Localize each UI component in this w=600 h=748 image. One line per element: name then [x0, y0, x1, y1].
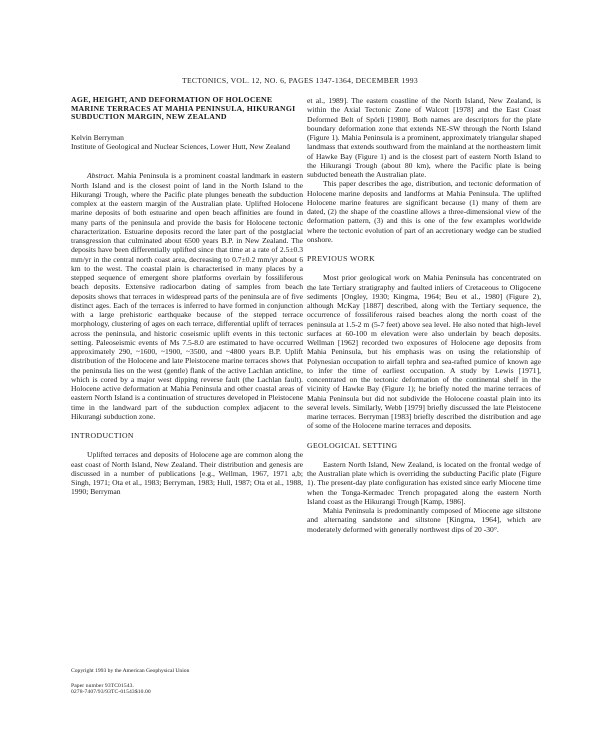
right-column [307, 96, 541, 534]
previous-work-paragraph-1: Most prior geological work on Mahia Peninsula has concentrated on the late Tertiary stratigraphy and faulted inliers of Cretaceous to Oligocene sediments [Ongley, 1930; Kingma, 1964; Beu et al., 1980] (Figure 2), although McKay [1887] described, along with the Tertiary sequence, the occurrence of fossiliferous raised beaches along the north coast of the peninsula at 1.5-2 m (5-7 feet) above sea level. He also noted that high-level surfaces at 60-100 m elevation were also underlain by beach deposits. Wellman [1962] recorded two exposures of Holocene age deposits from Mahia Peninsula, but his emphasis was on using the relationship of Polynesian occupation to airfall tephra and sea-rafted pumice of known age to infer the time of earliest occupation. A study by Lewis [1971], concentrated on the tectonic deformation of the continental shelf in the vicinity of Hawke Bay (Figure 1); he briefly noted the marine terraces of Mahia Peninsula but did not subdivide the Holocene coastal plain into its several levels. Similarly, Webb [1979] briefly discussed the late Pleistocene marine terraces. Berryman [1983] briefly described the distribution and age of some of the Holocene marine terraces and deposits. [307, 273, 541, 431]
author-name: Kelvin Berryman [71, 132, 124, 142]
left-column [71, 96, 303, 497]
copyright-footer [71, 668, 303, 696]
introduction-paragraph-1: Uplifted terraces and deposits of Holocene age are common along the east coast of North Island, New Zealand. Their distribution and genesis are discussed in a number of publications [e.g., Wellman, 1967, 1971 a,b; Singh, 1971; Ota et al., 1983; Berryman, 1983; Hull, 1987; Ota et al., 1988, 1990; Berryman [71, 450, 303, 497]
paper-number: Paper number 93TC01543. [71, 682, 135, 689]
running-head: TECTONICS, VOL. 12, NO. 6, PAGES 1347-1364, DECEMBER 1993 [182, 76, 418, 85]
issn-code: 0278-7407/93/93TC-01543$10.00 [71, 689, 151, 696]
introduction-paragraph-1-continued: et al., 1989]. The eastern coastline of the North Island, New Zealand, is within the Axial Tectonic Zone of Walcott [1978] and the East Coast Deformed Belt of Spörli [1980]. Both names are descriptors for the plate boundary deformation zone that extends NE-SW through the North Island (Figure 1). Mahia Peninsula is a prominent, approximately triangular shaped landmass that extends southward from the mainland at the northeastern limit of Hawke Bay (Figure 1) and is the closest part of eastern North Island to the Hikurangi Trough (about 80 km), where the Pacific plate is being subducted beneath the Australian plate. [307, 96, 541, 179]
section-heading-introduction: INTRODUCTION [71, 431, 134, 441]
geological-setting-paragraph-1: Eastern North Island, New Zealand, is located on the frontal wedge of the Australian plate which is overriding the subducting Pacific plate (Figure 1). The present-day plate configuration has existed since early Miocene time when the Tonga-Kermadec Trench propagated along the eastern North Island coast as the Hikurangi Trough [Kamp, 1986]. [307, 459, 541, 506]
introduction-paragraph-2: This paper describes the age, distribution, and tectonic deformation of Holocene marine deposits and landforms at Mahia Peninsula. The uplifted Holocene marine features are significant because (1) many of them are dated, (2) the shape of the coastline allows a three-dimensional view of the deformation pattern, (3) and this is one of the few examples worldwide where the tectonic evolution of part of an accretionary wedge can be studied onshore. [307, 179, 541, 244]
section-heading-geological-setting: GEOLOGICAL SETTING [307, 440, 398, 450]
abstract-label: Abstract. [87, 171, 115, 181]
article-title: AGE, HEIGHT, AND DEFORMATION OF HOLOCENE MARINE TERRACES AT MAHIA PENINSULA, HIKURANGI SUBDUCTION MARGIN, NEW ZEALAND [71, 95, 296, 122]
abstract [71, 171, 303, 421]
geological-setting-paragraph-2: Mahia Peninsula is predominantly composed of Miocene age siltstone and alternating sandstone and siltstone [Kingma, 1964], which are moderately deformed with generally northwest dips of 20 -30°. [307, 506, 541, 534]
author-affiliation: Institute of Geological and Nuclear Sciences, Lower Hutt, New Zealand [71, 142, 291, 152]
section-heading-previous-work: PREVIOUS WORK [307, 254, 376, 263]
abstract-text: Mahia Peninsula is a prominent coastal landmark in eastern North Island and is the closest point of land in the North Island to the Hikurangi Trough, where the Pacific plate plunges beneath the subduction complex at the eastern margin of the Australian plate. Uplifted Holocene marine deposits of both estuarine and open beach affinities are found in many parts of the peninsula and provide the basis for Holocene tectonic characterization. Estuarine deposits record the later part of the postglacial transgression that culminated about 6500 years B.P. in New Zealand. The deposits have been differentially uplifted since that time at a rate of 2.5±0.3 mm/yr in the central north coast area, decreasing to 0.7±0.2 mm/yr about 6 km to the west. The coastal plain is characterised in many places by a stepped sequence of emergent shore platforms overlain by fossiliferous beach deposits. Extensive radiocarbon dating of samples from beach deposits shows that terraces in widespread parts of the peninsula are of five distinct ages. Each of the terraces is inferred to have formed in conjunction with a large prehistoric earthquake because of the stepped terrace morphology, clustering of ages on each terrace, differential uplift of terraces across the peninsula, and historic coseismic uplift events in this tectonic setting. Paleoseismic events of Ms 7.5-8.0 are estimated to have occurred approximately 290, ~1600, ~1900, ~3500, and ~4800 years B.P. Uplift distribution of the Holocene and late Pleistocene marine terraces shows that the peninsula lies on the west (gentle) flank of the active Lachlan anticline, which is cored by a major west dipping reverse fault (the Lachlan fault). Holocene active deformation at Mahia Peninsula and other coastal areas of eastern North Island is a continuation of structures developed in Pleistocene time in the landward part of the subduction complex adjacent to the Hikurangi subduction zone. [71, 171, 303, 421]
copyright-notice: Copyright 1993 by the American Geophysical Union [71, 668, 190, 674]
